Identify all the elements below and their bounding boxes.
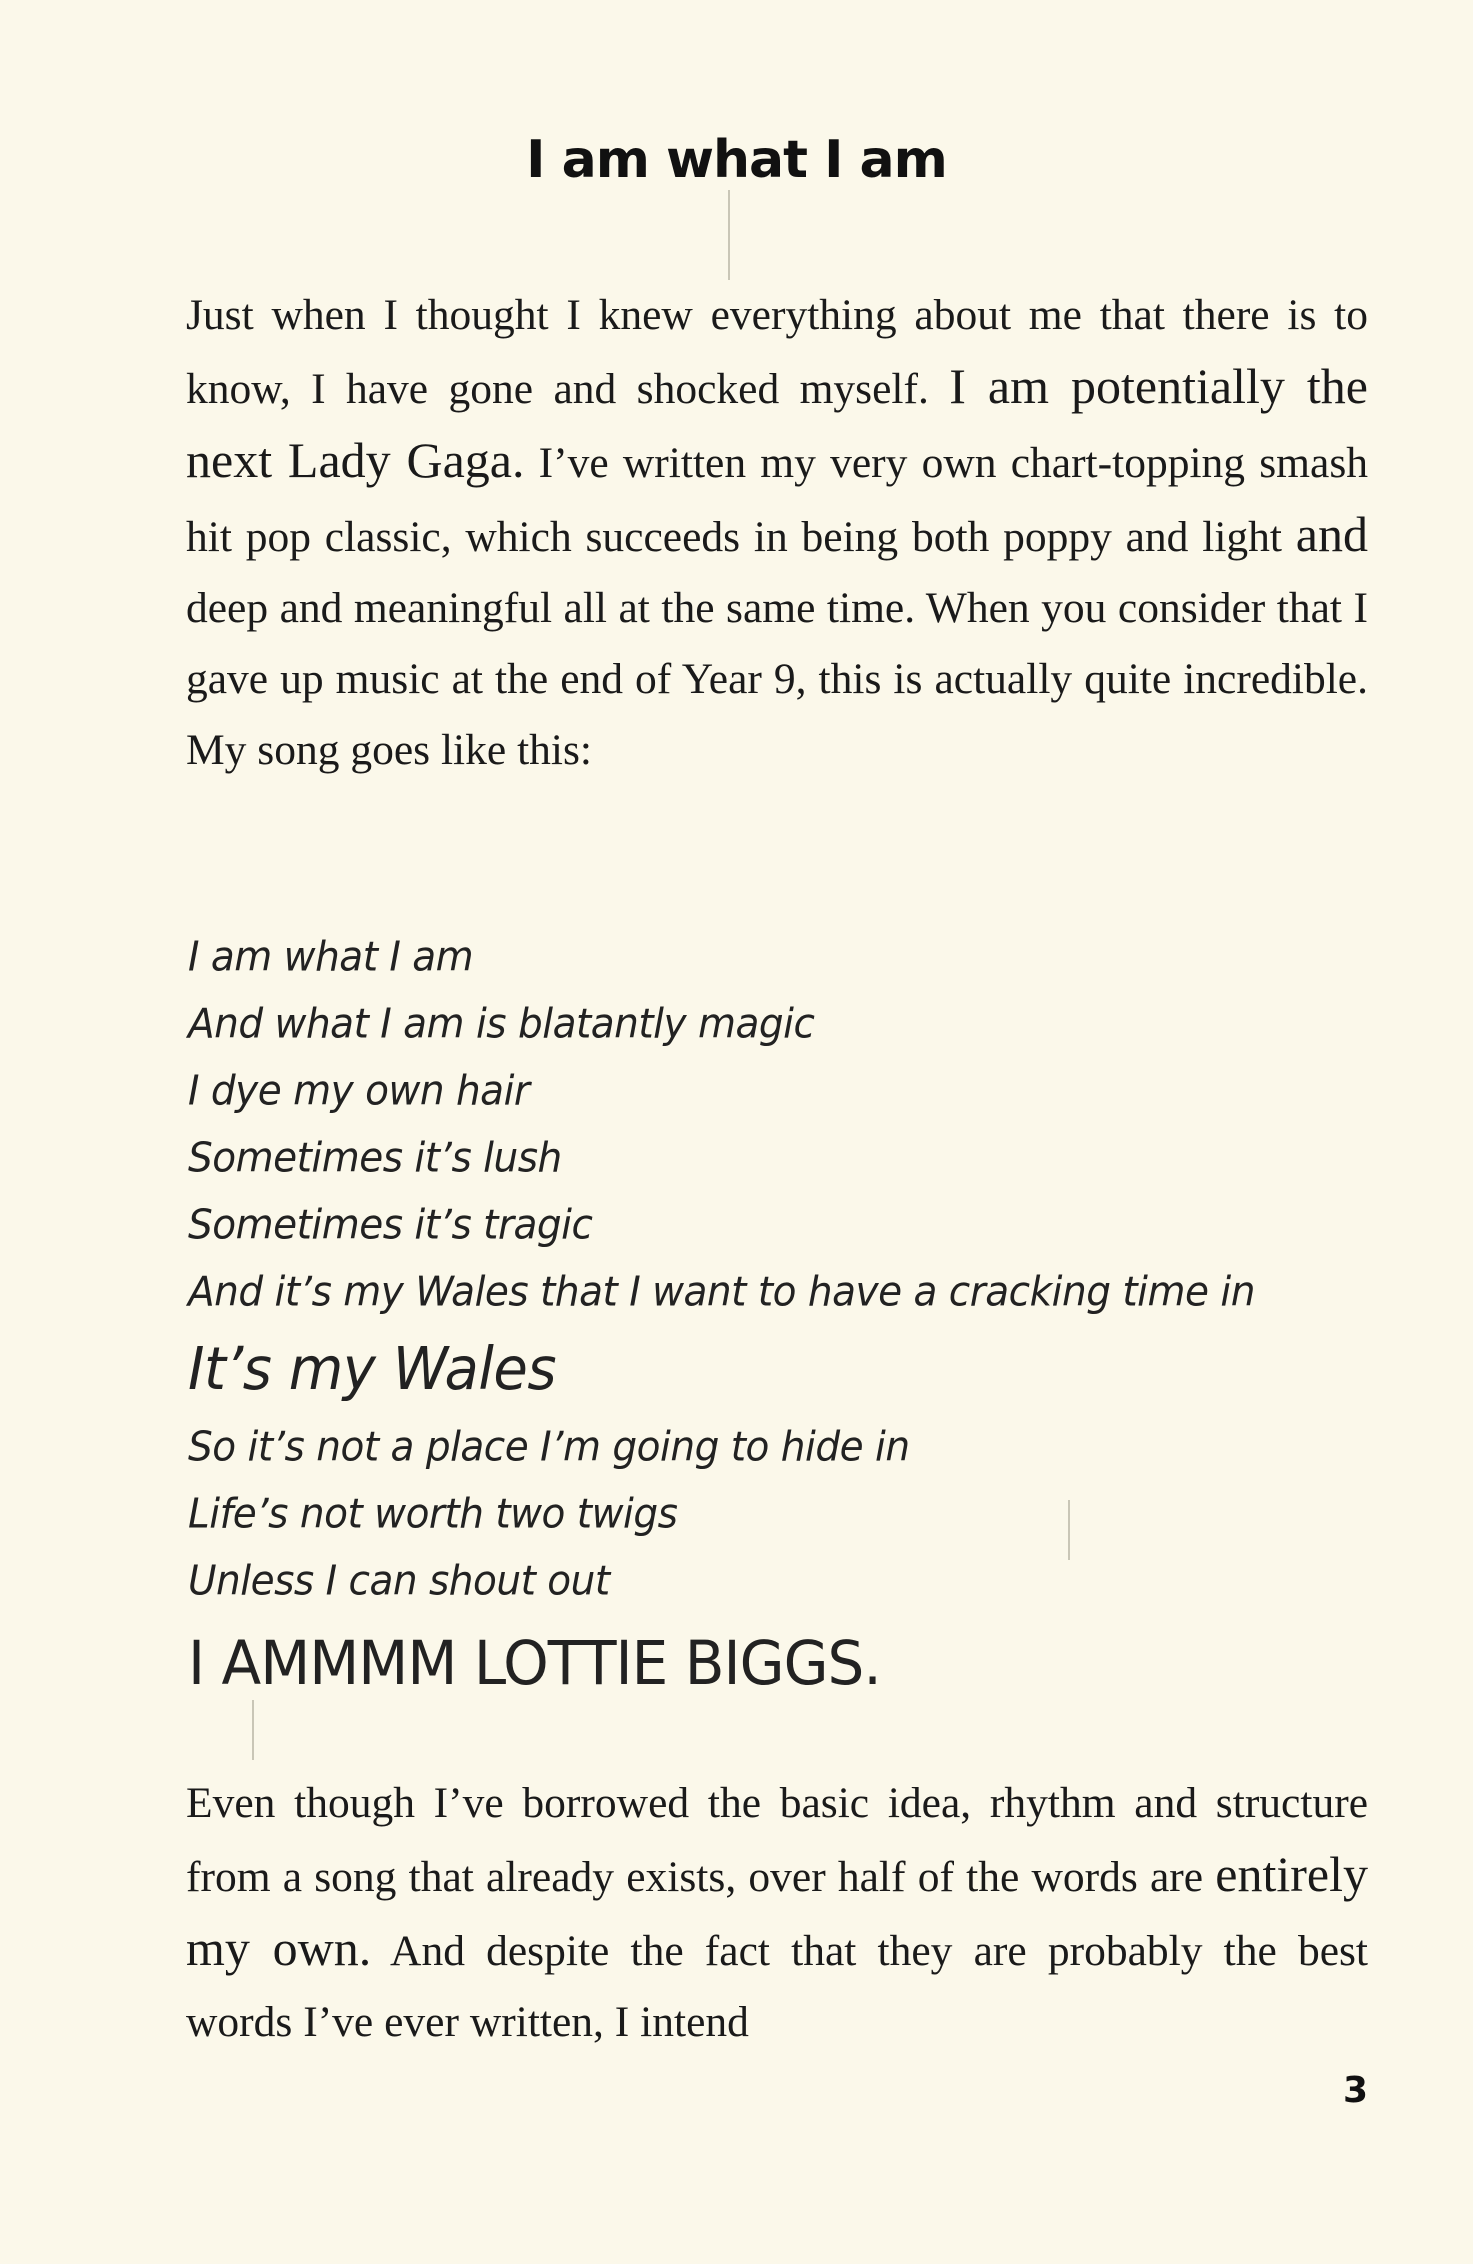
song-line: It’s my Wales — [188, 1335, 557, 1404]
paragraph-text: deep and meaningful all at the same time. When you consider that I gave up music at the end of Year 9, this is actually quite incredible. My song goes like this: — [186, 584, 1368, 774]
paragraph-text: Just when I thought I knew everything about me that there is to know, I have gone and shocked myself. — [186, 291, 1368, 413]
song-line: And it’s my Wales that I want to have a cracking time in — [188, 1268, 1255, 1317]
paper-mark — [728, 190, 730, 280]
emphasis-text: and — [1295, 506, 1368, 562]
song-line: And what I am is blatantly magic — [188, 1000, 815, 1049]
song-line: Sometimes it’s lush — [188, 1134, 562, 1183]
song-line: Unless I can shout out — [188, 1557, 610, 1606]
paragraph-continuation — [186, 1768, 1368, 2058]
paragraph-intro — [186, 280, 1368, 786]
paragraph-text: Even though I’ve borrowed the basic idea, rhythm and structure from a song that already exists, over half of the words are — [186, 1779, 1368, 1901]
song-line: Life’s not worth two twigs — [188, 1490, 678, 1539]
page-number: 3 — [1343, 2070, 1369, 2111]
song-line: I AMMMM LOTTIE BIGGS. — [188, 1627, 881, 1699]
emphasis-text: I am potentially the next Lady Gaga. — [186, 358, 1368, 488]
chapter-title: I am what I am — [526, 130, 947, 190]
paragraph-text: I’ve written my very own chart-topping smash hit pop classic, which succeeds in being both poppy and light — [186, 439, 1368, 561]
song-line: So it’s not a place I’m going to hide in — [188, 1423, 910, 1472]
song-line: I dye my own hair — [188, 1067, 530, 1116]
handwritten-song — [188, 924, 1388, 1711]
song-line: Sometimes it’s tragic — [188, 1201, 593, 1250]
song-line: I am what I am — [188, 933, 474, 982]
paragraph-text: And despite the fact that they are probably the best words I’ve ever written, I intend — [186, 1927, 1369, 2046]
emphasis-text: entirely my own. — [186, 1846, 1368, 1976]
